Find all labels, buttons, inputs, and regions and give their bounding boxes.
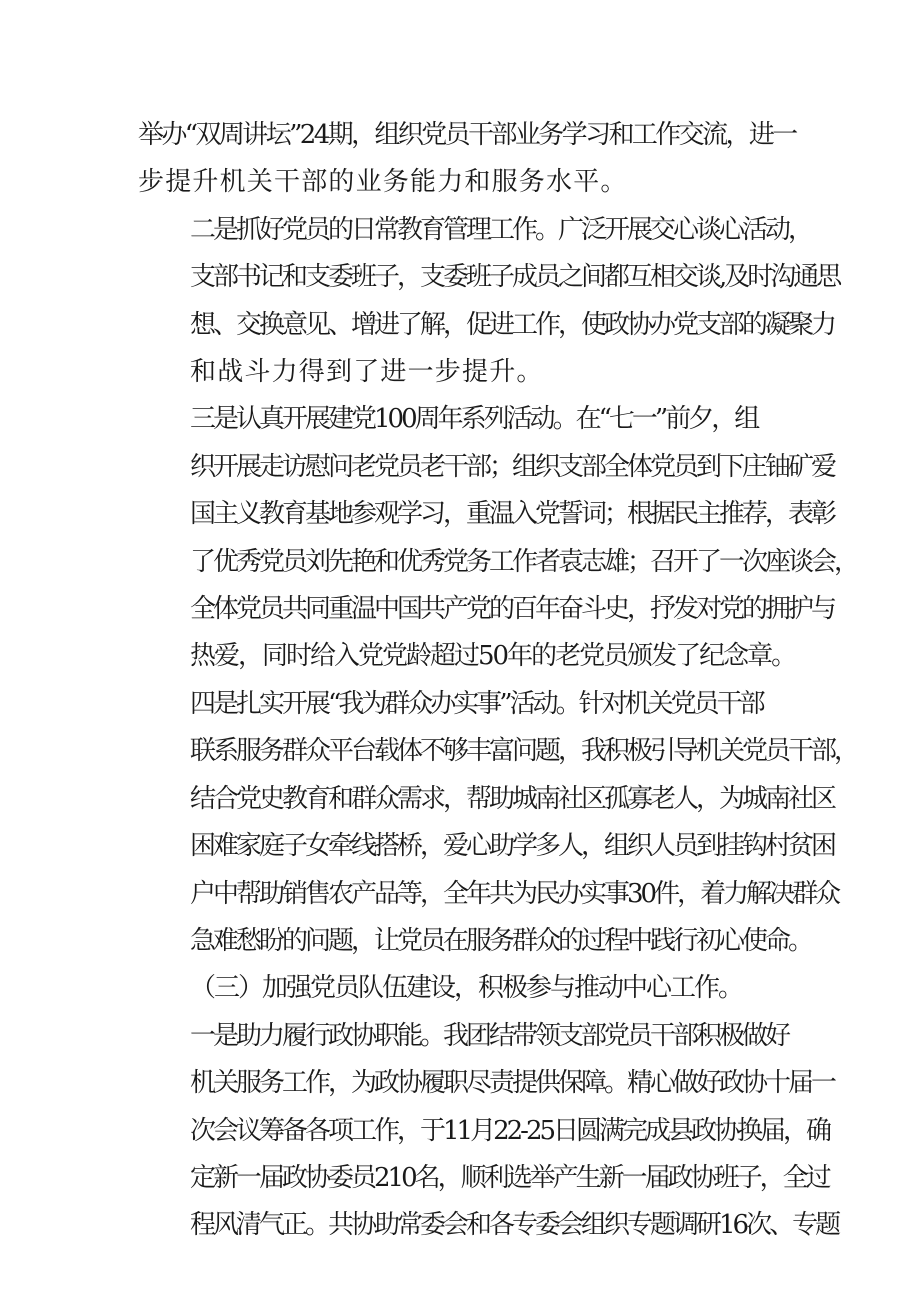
text-line: 定新一届政协委员210名，顺利选举产生新一届政协班子，全过 [190, 1162, 829, 1193]
paragraph-practical-service [138, 681, 858, 965]
text-line: 困难家庭子女牵线搭桥，爱心助学多人，组织人员到挂钩村贫困 [190, 831, 835, 862]
paragraph-cppcc-duties [138, 1013, 839, 1250]
paragraph-party-centenary [138, 396, 858, 680]
text-line: 和战斗力得到了进一步提升。 [190, 357, 544, 388]
text-line: 机关服务工作，为政协履职尽责提供保障。精心做好政协十届一 [190, 1068, 835, 1099]
text-line: 全体党员共同重温中国共产党的百年奋斗史，抒发对党的拥护与 [190, 594, 835, 625]
document-body [138, 112, 858, 1250]
text-line: 二是抓好党员的日常教育管理工作。广泛开展交心谈心活动， [190, 214, 812, 245]
text-line: 一是助力履行政协职能。我团结带领支部党员干部积极做好 [190, 1020, 789, 1051]
text-line: 织开展走访慰问老党员老干部；组织支部全体党员到下庄铀矿爱 [190, 451, 835, 482]
text-line: 四是扎实开展“我为群众办实事”活动。针对机关党员干部 [190, 688, 763, 719]
text-line: 支部书记和支委班子，支委班子成员之间都互相交谈,及时沟通思 [190, 262, 840, 293]
text-line: 联系服务群众平台载体不够丰富问题，我积极引导机关党员干部， [190, 736, 858, 767]
text-line: 步提升机关干部的业务能力和服务水平。 [138, 167, 628, 198]
text-line: 程风清气正。共协助常委会和各专委会组织专题调研16次、专题 [190, 1210, 839, 1241]
paragraph-shuangzhou-jiangtan [138, 112, 798, 207]
text-line: 三是认真开展建党100周年系列活动。在“七一”前夕，组 [190, 404, 758, 435]
text-line: （三）加强党员队伍建设，积极参与推动中心工作。 [190, 973, 743, 1004]
paragraph-daily-education [138, 207, 840, 397]
text-line: 户中帮助销售农产品等，全年共为民办实事30件，着力解决群众 [190, 878, 839, 909]
text-line: 次会议筹备各项工作，于11月22-25日圆满完成县政协换届，确 [190, 1115, 830, 1146]
text-line: 国主义教育基地参观学习，重温入党誓词；根据民主推荐，表彰 [190, 499, 835, 530]
text-line: 结合党史教育和群众需求，帮助城南社区孤寡老人，为城南社区 [190, 783, 835, 814]
text-line: 举办“双周讲坛”24期，组织党员干部业务学习和工作交流，进一 [138, 120, 796, 150]
section-heading [138, 965, 798, 1012]
text-line: 急难愁盼的问题，让党员在服务群众的过程中践行初心使命。 [190, 925, 812, 956]
text-line: 了优秀党员刘先艳和优秀党务工作者袁志雄；召开了一次座谈会， [190, 546, 858, 577]
text-line: 想、交换意见、增进了解，促进工作，使政协办党支部的凝聚力 [190, 309, 835, 340]
text-line: 热爱，同时给入党党龄超过50年的老党员颁发了纪念章。 [190, 641, 796, 672]
